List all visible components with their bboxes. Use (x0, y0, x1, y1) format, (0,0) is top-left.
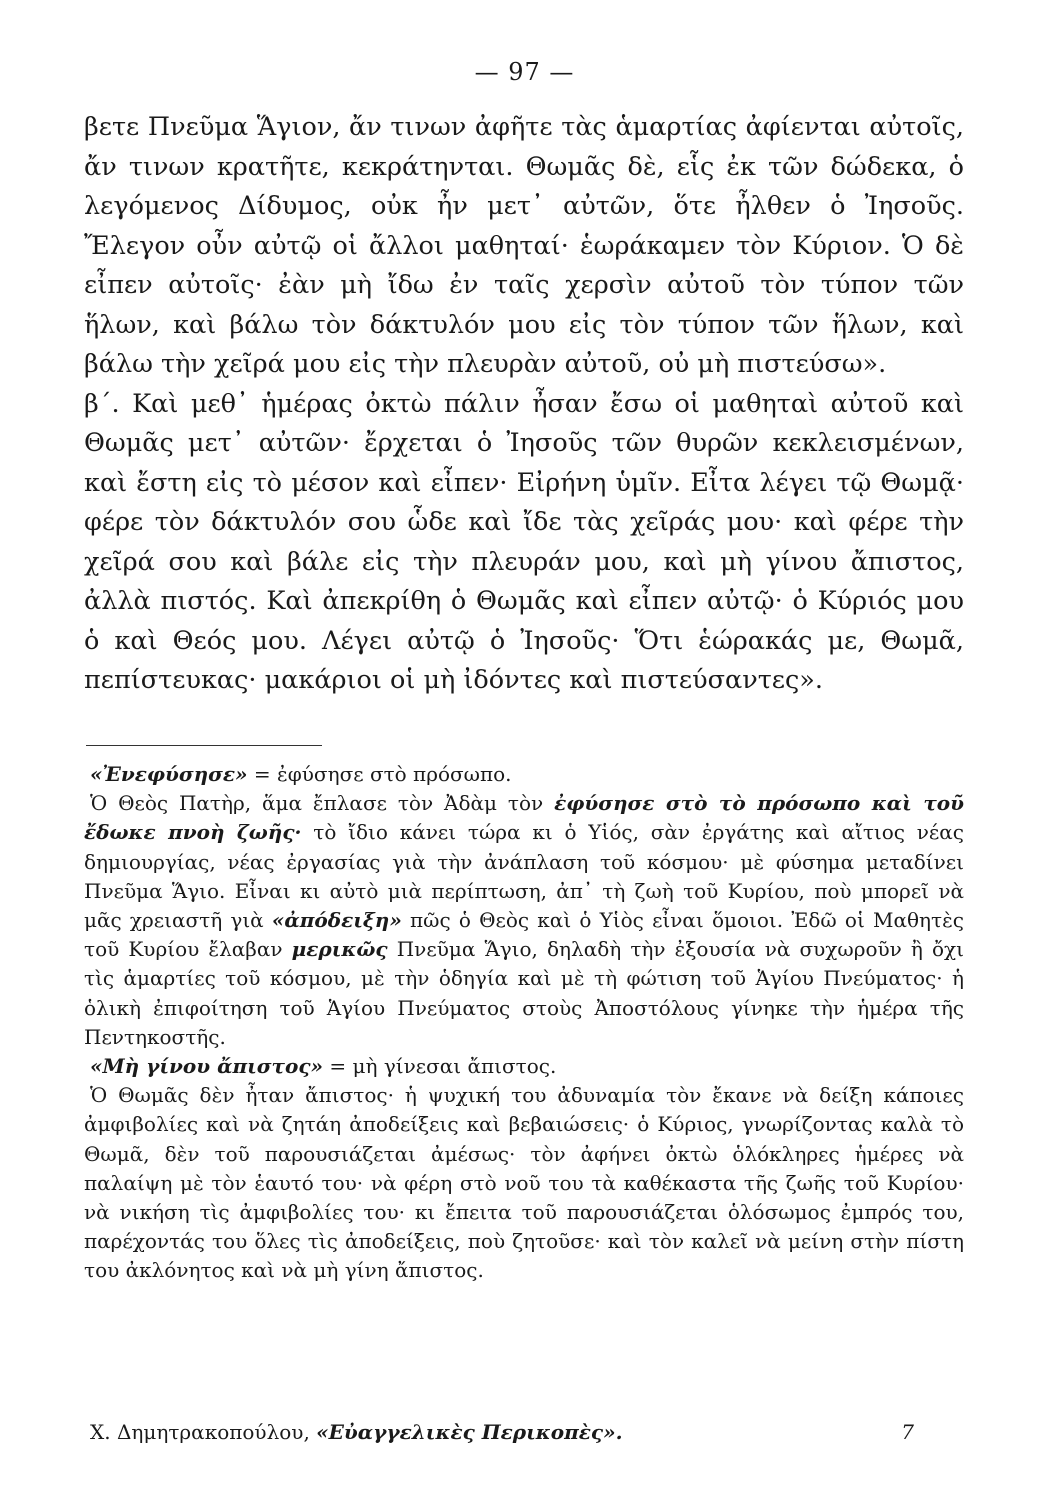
source-title: «Εὐαγγελικὲς Περικοπὲς». (316, 1420, 623, 1444)
page-footer (84, 1420, 964, 1444)
note-1-text-a: Ὁ Θεὸς Πατὴρ, ἅμα ἔπλασε τὸν Ἀδὰμ τὸν (90, 791, 544, 816)
note-1-body (84, 789, 964, 1052)
note-2-body: Ὁ Θωμᾶς δὲν ἦταν ἄπιστος· ἡ ψυχική του ἀδυναμία τὸν ἔκανε νὰ δείξη κάποιες ἀμφιβολίες καὶ νὰ ζητάη ἀποδείξεις καὶ βεβαιώσεις· ὁ Κύριος, γνωρίζοντας καλὰ τὸ Θωμᾶ, δὲν τοῦ παρουσιάζεται ἀμέσως· τὸν ἀφήνει ὀκτὼ ὁλόκληρες ἡμέρες νὰ παλαίψη μὲ τὸν ἑαυτό του· νὰ φέρη στὸ νοῦ του τὰ καθέκαστα τῆς ζωῆς τοῦ Κυρίου· νὰ νικήση τὶς ἀμφιβολίες του· κι ἔπειτα τοῦ παρουσιάζεται ὁλόσωμος ἐμπρός του, παρέχοντάς του ὅλες τὶς ἀποδείξεις, ποὺ ζητοῦσε· καὶ τὸν καλεῖ νὰ μείνη στὴν πίστη του ἀκλόνητος καὶ νὰ μὴ γίνη ἄπιστος. (84, 1083, 964, 1283)
note-1-text-b: τὸ ἴδιο κάνει τώρα κι ὁ Υἱός, σὰν ἐργάτης καὶ αἴτιος νέας δημιουργίας, νέας ἐργασίας γιὰ τὴν ἀνάπλαση τοῦ κόσμου· μὲ φύσημα μεταδίνει Πνεῦμα Ἅγιο. Εἶναι κι αὐτὸ μιὰ περίπτωση, ἀπ᾽ τὴ ζωὴ τοῦ Κυρίου, ποὺ μπορεῖ νὰ μᾶς χρειαστῆ γιὰ (84, 820, 964, 933)
note-1-gloss: = ἐφύσησε στὸ πρόσωπο. (253, 762, 512, 786)
main-text (84, 108, 964, 701)
commentary-notes (84, 760, 964, 1286)
source-citation (84, 1420, 623, 1444)
note-2-heading (84, 1052, 964, 1081)
page-number: — 97 — (474, 58, 575, 86)
note-1-emphasis-a: ἐφύσησε στὸ τὸ πρόσωπο καὶ τοῦ ἔδωκε πνοὴ ζωῆς· (84, 791, 964, 845)
note-1-text-d: Πνεῦμα Ἅγιο, δηλαδὴ τὴν ἐξουσία νὰ συχωροῦν ἢ ὄχι τὶς ἁμαρτίες τοῦ κόσμου, μὲ τὴν ὁδηγία καὶ μὲ τὴ φώτιση τοῦ Ἁγίου Πνεύματος· ἡ ὁλικὴ ἐπιφοίτηση τοῦ Ἁγίου Πνεύματος στοὺς Ἀποστόλους γίνηκε τὴν ἡμέρα τῆς Πεντηκοστῆς. (84, 937, 965, 1049)
footnote-divider (86, 745, 322, 746)
note-1-lemma: «Ἐνεφύσησε» (90, 762, 248, 786)
note-2-lemma: «Μὴ γίνου ἄπιστος» (90, 1054, 324, 1079)
main-paragraph-opening: βετε Πνεῦμα Ἅγιον, ἄν τινων ἀφῆτε τὰς ἁμαρτίας ἀφίενται αὐτοῖς, ἄν τινων κρατῆτε, κεκράτηνται. Θωμᾶς δὲ, εἷς ἐκ τῶν δώδεκα, ὁ λεγόμενος Δίδυμος, οὐκ ἦν μετ᾽ αὐτῶν, ὅτε ἦλθεν ὁ Ἰησοῦς. Ἔλεγον οὖν αὐτῷ οἱ ἄλλοι μαθηταί· ἑωράκαμεν τὸν Κύριον. Ὁ δὲ εἶπεν αὐτοῖς· ἐὰν μὴ ἴδω ἐν ταῖς χερσὶν αὐτοῦ τὸν τύπον τῶν ἥλων, καὶ βάλω τὸν δάκτυλόν μου εἰς τὸν τύπον τῶν ἥλων, καὶ βάλω τὴν χεῖρά μου εἰς τὴν πλευρὰν αὐτοῦ, οὐ μὴ πιστεύσω». (84, 112, 964, 379)
note-1-emphasis-b: «ἀπόδειξη» (271, 908, 402, 933)
source-author: Χ. Δημητρακοπούλου, (90, 1420, 310, 1444)
note-1-heading (84, 760, 964, 789)
note-1-emphasis-c: μερικῶς (291, 937, 388, 962)
signature-mark: 7 (901, 1420, 914, 1444)
note-2-gloss: = μὴ γίνεσαι ἄπιστος. (329, 1054, 557, 1079)
main-paragraph-section-b: β΄. Καὶ μεθ᾽ ἡμέρας ὀκτὼ πάλιν ἦσαν ἔσω οἱ μαθηταὶ αὐτοῦ καὶ Θωμᾶς μετ᾽ αὐτῶν· ἔρχεται ὁ Ἰησοῦς τῶν θυρῶν κεκλεισμένων, καὶ ἔστη εἰς τὸ μέσον καὶ εἶπεν· Εἰρήνη ὑμῖν. Εἶτα λέγει τῷ Θωμᾷ· φέρε τὸν δάκτυλόν σου ὧδε καὶ ἴδε τὰς χεῖράς μου· καὶ φέρε τὴν χεῖρά σου καὶ βάλε εἰς τὴν πλευράν μου, καὶ μὴ γίνου ἄπιστος, ἀλλὰ πιστός. Καὶ ἀπεκρίθη ὁ Θωμᾶς καὶ εἶπεν αὐτῷ· ὁ Κύριός μου ὁ καὶ Θεός μου. Λέγει αὐτῷ ὁ Ἰησοῦς· Ὅτι ἑώρακάς με, Θωμᾶ, πεπίστευκας· μακάριοι οἱ μὴ ἰδόντες καὶ πιστεύσαντες». (84, 388, 964, 695)
note-1-text-c: πῶς ὁ Θεὸς καὶ ὁ Υἱὸς εἶναι ὅμοιοι. Ἐδῶ οἱ Μαθητὲς τοῦ Κυρίου ἔλαβαν (84, 908, 965, 962)
